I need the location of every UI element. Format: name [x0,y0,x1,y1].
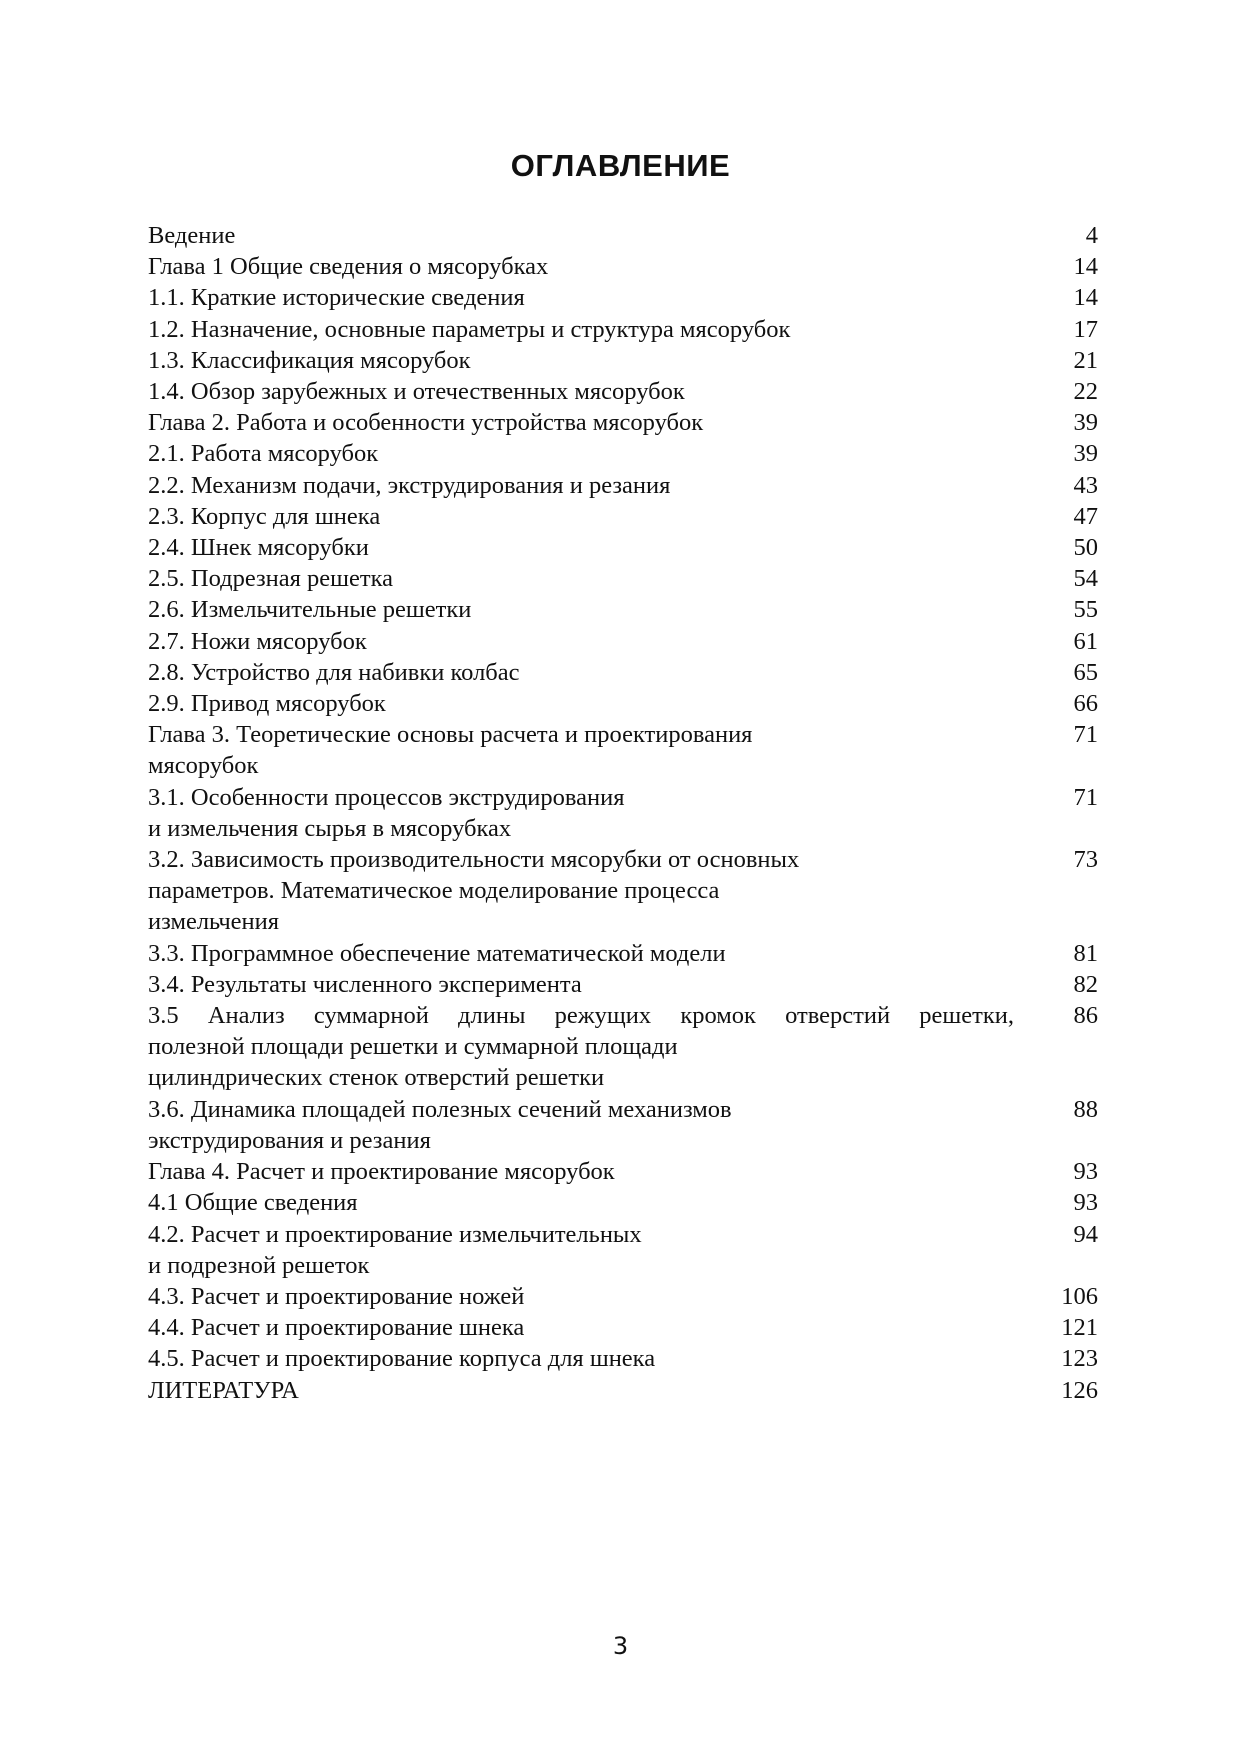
toc-entry [148,1375,1098,1406]
toc-entry-line: 3.5 Анализ суммарной длины режущих кромок отверстий решетки, [148,1002,1014,1030]
toc-entry-line: 4.2. Расчет и проектирование измельчительных [148,1220,642,1248]
toc-entry [148,1343,1098,1374]
toc-entry-title [148,470,1014,501]
toc-entry [148,376,1098,407]
toc-entry-title [148,501,1014,532]
toc-entry-title [148,220,1014,251]
toc-entry-line: Ведение [148,222,236,249]
toc-entry-title [148,1219,1014,1281]
toc-entry [148,1000,1098,1094]
toc-entry-line: 1.1. Краткие исторические сведения [148,284,525,312]
page-title: ОГЛАВЛЕНИЕ [510,148,731,183]
toc-entry [148,594,1098,625]
toc-entry-page: 106 [1061,1282,1098,1310]
toc-entry-page: 82 [1073,970,1098,998]
toc-entry-line: Глава 3. Теоретические основы расчета и проектирования [148,721,753,749]
toc-entry [148,251,1098,282]
toc-entry-line: 4.5. Расчет и проектирование корпуса для шнека [148,1345,656,1373]
toc-entry-title [148,1156,1014,1187]
toc-entry-title [148,1312,1014,1343]
toc-entry-line: 2.7. Ножи мясорубок [148,627,367,655]
toc-entry [148,626,1098,657]
toc-entry [148,844,1098,938]
toc-entry-page: 14 [1073,284,1098,312]
toc-entry-line: 2.2. Механизм подачи, экструдирования и резания [148,471,671,499]
toc-entry-title [148,1094,1014,1156]
toc-entry-page: 123 [1061,1345,1098,1373]
toc-entry-page: 43 [1073,471,1098,499]
toc-entry-page: 54 [1073,565,1098,593]
toc-entry-line: 2.8. Устройство для набивки колбас [148,658,520,686]
toc-entry-line: 2.1. Работа мясорубок [148,440,379,468]
toc-entry-title [148,1343,1014,1374]
toc-entry-page: 61 [1073,627,1098,655]
toc-entry [148,1187,1098,1218]
toc-entry [148,1281,1098,1312]
toc-entry-line: 4.4. Расчет и проектирование шнека [148,1314,525,1342]
page-number: 3 [612,1632,629,1660]
toc-entry-title [148,782,1014,844]
toc-entry-line: 3.1. Особенности процессов экструдирования [148,783,625,811]
toc-entry [148,1094,1098,1156]
toc-entry-title [148,407,1014,438]
toc-entry-line: 1.4. Обзор зарубежных и отечественных мясорубок [148,378,685,406]
toc-entry-line: 2.6. Измельчительные решетки [148,596,472,624]
toc-entry-line: и подрезной решеток [148,1251,370,1279]
toc-entry-line: 1.2. Назначение, основные параметры и структура мясорубок [148,315,791,343]
toc-entry [148,1312,1098,1343]
toc-entry [148,282,1098,313]
toc-entry [148,345,1098,376]
toc-entry [148,532,1098,563]
toc-entry [148,407,1098,438]
toc-entry-line: 2.4. Шнек мясорубки [148,534,369,562]
toc-entry-line: 4.3. Расчет и проектирование ножей [148,1282,525,1310]
toc-entry-page: 50 [1073,534,1098,562]
toc-entry-title [148,1187,1014,1218]
toc-entry-page: 65 [1073,658,1098,686]
toc-entry-page: 86 [1073,1002,1098,1030]
toc-entry [148,657,1098,688]
toc-entry-title [148,688,1014,719]
toc-entry-line: 3.6. Динамика площадей полезных сечений механизмов [148,1095,732,1123]
toc-entry-title [148,532,1014,563]
toc-entry-page: 121 [1061,1314,1098,1342]
toc-entry [148,688,1098,719]
toc-entry-line: экструдирования и резания [148,1126,431,1154]
toc-entry-page: 55 [1073,596,1098,624]
toc-entry [148,719,1098,781]
toc-entry-line: 2.9. Привод мясорубок [148,690,386,718]
toc-entry-page: 81 [1073,939,1098,967]
toc-entry [148,938,1098,969]
toc-entry-title [148,626,1014,657]
toc-entry-title [148,719,1014,781]
toc-entry-title [148,345,1014,376]
toc-entry-title [148,844,1014,938]
toc-entry [148,969,1098,1000]
table-of-contents [148,220,1098,1406]
toc-entry-line: измельчения [148,908,280,936]
toc-entry-page: 47 [1073,502,1098,530]
toc-entry-page: 39 [1073,409,1098,437]
toc-entry-line: 3.2. Зависимость производительности мясорубки от основных [148,846,800,874]
toc-entry-title [148,594,1014,625]
toc-entry-line: 1.3. Классификация мясорубок [148,346,471,374]
toc-entry-page: 71 [1073,783,1098,811]
toc-entry-line: полезной площади решетки и суммарной площади [148,1033,678,1061]
toc-entry-line: 3.4. Результаты численного эксперимента [148,970,582,998]
toc-entry-line: Глава 1 Общие сведения о мясорубках [148,253,549,281]
toc-entry-line: цилиндрических стенок отверстий решетки [148,1064,605,1092]
toc-entry-page: 71 [1073,721,1098,749]
toc-entry-page: 88 [1073,1095,1098,1123]
toc-entry-line: 4.1 Общие сведения [148,1189,358,1217]
toc-entry-title [148,657,1014,688]
toc-entry-page: 14 [1073,253,1098,281]
toc-entry-title [148,563,1014,594]
toc-entry-line: 3.3. Программное обеспечение математической модели [148,939,726,967]
toc-entry-title [148,314,1014,345]
toc-entry [148,563,1098,594]
toc-entry-title [148,282,1014,313]
toc-entry-line: Глава 2. Работа и особенности устройства мясорубок [148,409,704,437]
toc-entry [148,438,1098,469]
toc-entry [148,782,1098,844]
toc-entry-title [148,1375,1014,1406]
toc-entry-line: ЛИТЕРАТУРА [148,1376,299,1404]
toc-entry-line: и измельчения сырья в мясорубках [148,814,512,842]
toc-entry-title [148,251,1014,282]
toc-entry [148,220,1098,251]
toc-entry-page: 21 [1073,346,1098,374]
toc-entry-page: 93 [1073,1189,1098,1217]
toc-entry-line: 2.5. Подрезная решетка [148,565,394,593]
toc-entry-page: 39 [1073,440,1098,468]
toc-entry-page: 93 [1073,1158,1098,1186]
toc-entry-title [148,438,1014,469]
toc-entry-title [148,1000,1014,1094]
toc-entry-title [148,938,1014,969]
toc-entry-title [148,1281,1014,1312]
toc-entry-title [148,376,1014,407]
toc-entry-line: Глава 4. Расчет и проектирование мясорубок [148,1158,615,1186]
toc-entry-page: 73 [1073,846,1098,874]
toc-entry [148,1156,1098,1187]
toc-entry-page: 4 [1085,222,1098,249]
toc-entry-page: 126 [1061,1376,1098,1404]
toc-entry [148,470,1098,501]
toc-entry-page: 66 [1073,690,1098,718]
toc-entry [148,1219,1098,1281]
toc-entry-page: 22 [1073,378,1098,406]
toc-entry-line: 2.3. Корпус для шнека [148,502,381,530]
toc-entry [148,314,1098,345]
toc-entry-page: 17 [1073,315,1098,343]
toc-entry-title [148,969,1014,1000]
toc-entry [148,501,1098,532]
toc-entry-line: параметров. Математическое моделирование процесса [148,877,720,905]
toc-entry-page: 94 [1073,1220,1098,1248]
toc-entry-line: мясорубок [148,752,259,780]
